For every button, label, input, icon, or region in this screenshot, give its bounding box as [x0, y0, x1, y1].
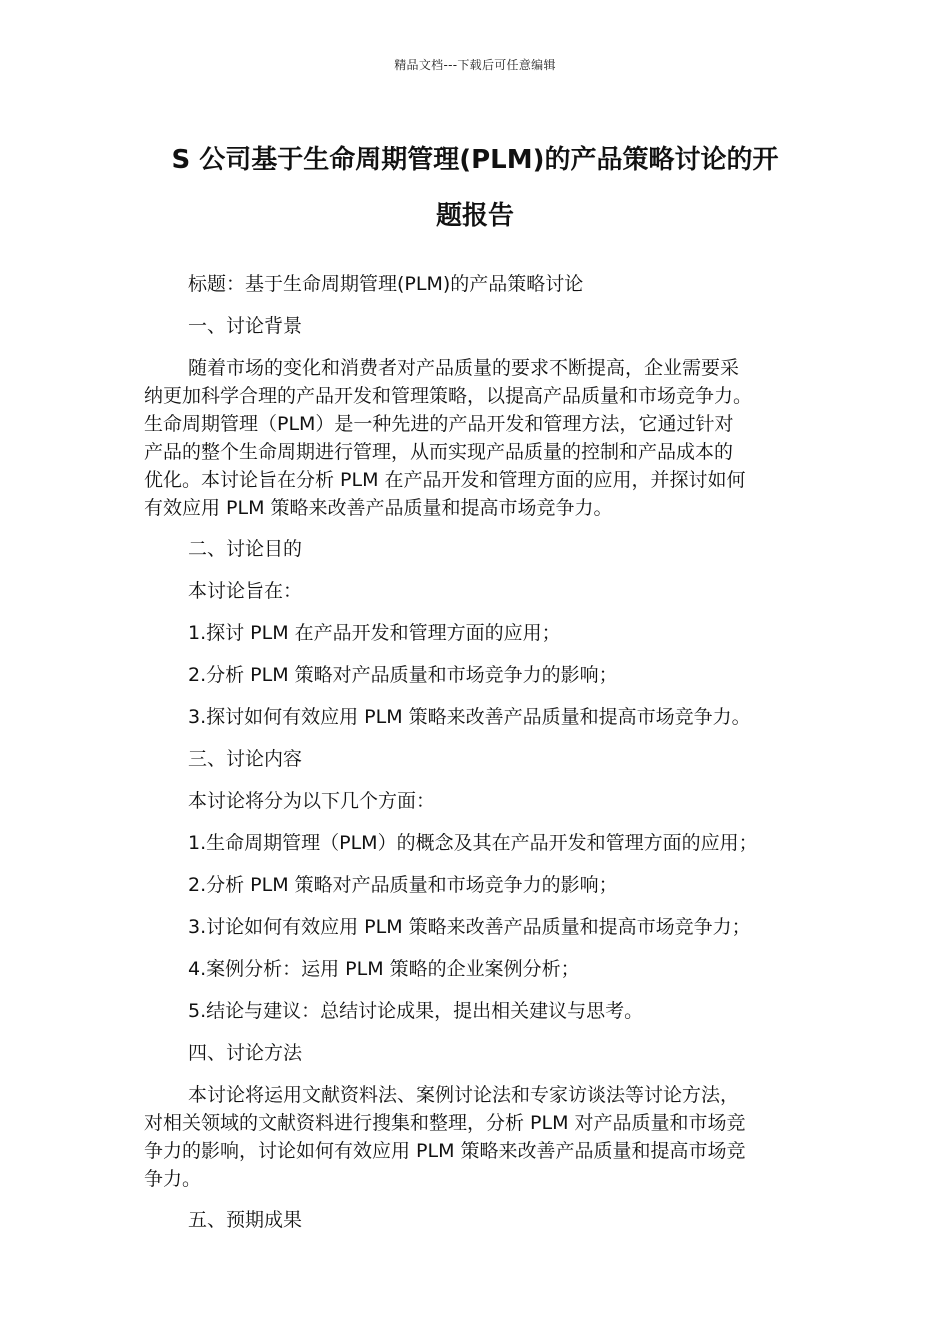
page-header-note: 精品文档---下载后可任意编辑: [394, 58, 556, 72]
paragraph-line: 争力的影响，讨论如何有效应用 PLM 策略来改善产品质量和提高市场竞: [144, 1140, 746, 1162]
list-item: 2.分析 PLM 策略对产品质量和市场竞争力的影响；: [188, 664, 618, 686]
section-heading-background: 一、讨论背景: [188, 315, 303, 337]
paragraph-line: 争力。: [144, 1168, 202, 1190]
section-heading-purpose: 二、讨论目的: [188, 538, 303, 560]
paragraph-line: 对相关领域的文献资料进行搜集和整理，分析 PLM 对产品质量和市场竞: [144, 1112, 746, 1134]
background-paragraph: [144, 354, 808, 522]
document-body: [144, 270, 808, 1248]
list-item: 1.探讨 PLM 在产品开发和管理方面的应用；: [188, 622, 561, 644]
paragraph-line: 本讨论将运用文献资料法、案例讨论法和专家访谈法等讨论方法，: [188, 1084, 740, 1106]
section-heading-content: 三、讨论内容: [188, 748, 303, 770]
paragraph-line: 有效应用 PLM 策略来改善产品质量和提高市场竞争力。: [144, 497, 613, 519]
list-item: 3.讨论如何有效应用 PLM 策略来改善产品质量和提高市场竞争力；: [188, 916, 751, 938]
list-item: 2.分析 PLM 策略对产品质量和市场竞争力的影响；: [188, 874, 618, 896]
paragraph-line: 纳更加科学合理的产品开发和管理策略，以提高产品质量和市场竞争力。: [144, 385, 753, 407]
list-item: 4.案例分析：运用 PLM 策略的企业案例分析；: [188, 958, 580, 980]
paragraph-line: 优化。本讨论旨在分析 PLM 在产品开发和管理方面的应用，并探讨如何: [144, 469, 746, 491]
list-item: 5.结论与建议：总结讨论成果，提出相关建议与思考。: [188, 1000, 644, 1022]
content-intro: 本讨论将分为以下几个方面：: [188, 790, 436, 812]
section-heading-method: 四、讨论方法: [188, 1042, 303, 1064]
list-item: 1.生命周期管理（PLM）的概念及其在产品开发和管理方面的应用；: [188, 832, 758, 854]
method-paragraph: [144, 1081, 808, 1193]
paragraph-line: 生命周期管理（PLM）是一种先进的产品开发和管理方法，它通过针对: [144, 413, 734, 435]
paragraph-line: 产品的整个生命周期进行管理，从而实现产品质量的控制和产品成本的: [144, 441, 734, 463]
document-title: [132, 132, 818, 244]
purpose-intro: 本讨论旨在：: [188, 580, 303, 602]
title-line-1: S 公司基于生命周期管理(PLM)的产品策略讨论的开: [171, 145, 779, 175]
section-heading-expected-results: 五、预期成果: [188, 1209, 303, 1231]
paragraph-line: 随着市场的变化和消费者对产品质量的要求不断提高，企业需要采: [188, 357, 740, 379]
title-line-2: 题报告: [435, 201, 514, 231]
list-item: 3.探讨如何有效应用 PLM 策略来改善产品质量和提高市场竞争力。: [188, 706, 751, 728]
topic-line: 标题：基于生命周期管理(PLM)的产品策略讨论: [188, 273, 584, 295]
